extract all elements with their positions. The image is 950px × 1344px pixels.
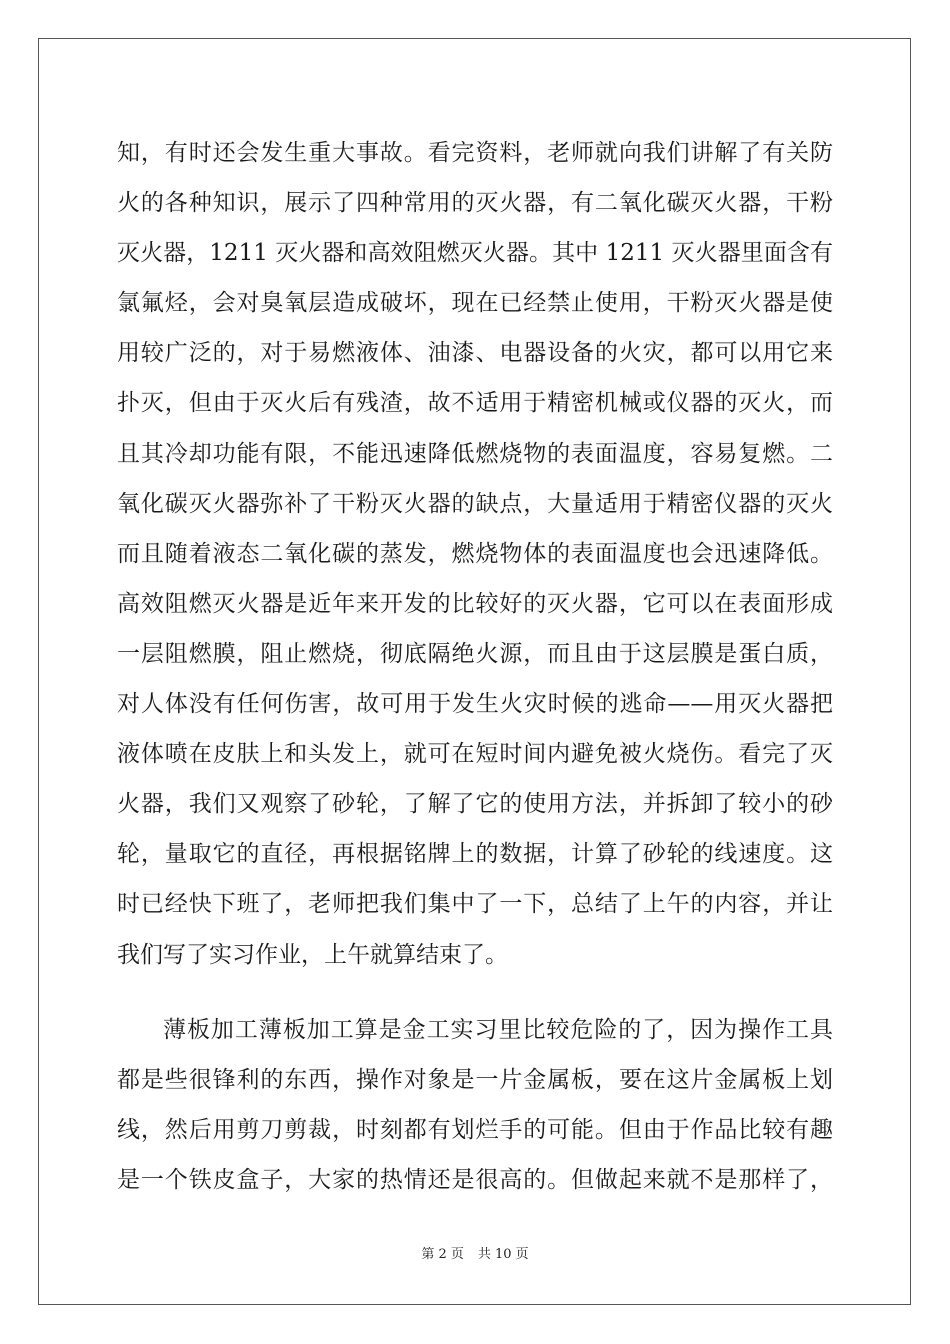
- text-line: 对人体没有任何伤害，故可用于发生火灾时候的逃命——用灭火器把: [117, 691, 833, 718]
- text-line: 且其冷却功能有限，不能迅速降低燃烧物的表面温度，容易复燃。二: [117, 440, 833, 467]
- text-line: 高效阻燃灭火器是近年来开发的比较好的灭火器，它可以在表面形成: [117, 590, 833, 617]
- text-line: 液体喷在皮肤上和头发上，就可在短时间内避免被火烧伤。看完了灭: [117, 741, 833, 768]
- page-number: 第 2 页: [421, 1247, 464, 1262]
- text-line: 火的各种知识，展示了四种常用的灭火器，有二氧化碳灭火器，干粉: [117, 190, 833, 217]
- text-line: 氧化碳灭火器弥补了干粉灭火器的缺点，大量适用于精密仪器的灭火: [117, 490, 833, 517]
- document-body: [117, 128, 833, 1205]
- text-line: 一层阻燃膜，阻止燃烧，彻底隔绝火源，而且由于这层膜是蛋白质，: [117, 640, 833, 667]
- paragraph-gap: [117, 980, 833, 1005]
- text-line: 扑灭，但由于灭火后有残渣，故不适用于精密机械或仪器的灭火，而: [117, 390, 833, 417]
- text-line: 时已经快下班了，老师把我们集中了一下，总结了上午的内容，并让: [117, 891, 833, 918]
- text-line: 灭火器，1211 灭火器和高效阻燃灭火器。其中 1211 灭火器里面含有: [117, 240, 833, 267]
- page-total: 共 10 页: [477, 1247, 529, 1262]
- text-line: 火器，我们又观察了砂轮，了解了它的使用方法，并拆卸了较小的砂: [117, 791, 833, 818]
- text-line: 而且随着液态二氧化碳的蒸发，燃烧物体的表面温度也会迅速降低。: [117, 540, 833, 567]
- text-line: 知，有时还会发生重大事故。看完资料，老师就向我们讲解了有关防: [117, 140, 833, 166]
- text-line: 氯氟烃，会对臭氧层造成破坏，现在已经禁止使用，干粉灭火器是使: [117, 290, 833, 317]
- text-line: 轮，量取它的直径，再根据铭牌上的数据，计算了砂轮的线速度。这: [117, 841, 833, 868]
- text-line: 薄板加工薄板加工算是金工实习里比较危险的了，因为操作工具: [163, 1016, 833, 1043]
- text-line: 都是些很锋利的东西，操作对象是一片金属板，要在这片金属板上划: [117, 1066, 833, 1093]
- page-footer: [0, 1247, 950, 1263]
- text-line: 线，然后用剪刀剪裁，时刻都有划烂手的可能。但由于作品比较有趣: [117, 1116, 833, 1143]
- text-line: 用较广泛的，对于易燃液体、油漆、电器设备的火灾，都可以用它来: [117, 340, 833, 367]
- text-line: 我们写了实习作业，上午就算结束了。: [117, 941, 508, 968]
- text-line: 是一个铁皮盒子，大家的热情还是很高的。但做起来就不是那样了，: [117, 1166, 833, 1193]
